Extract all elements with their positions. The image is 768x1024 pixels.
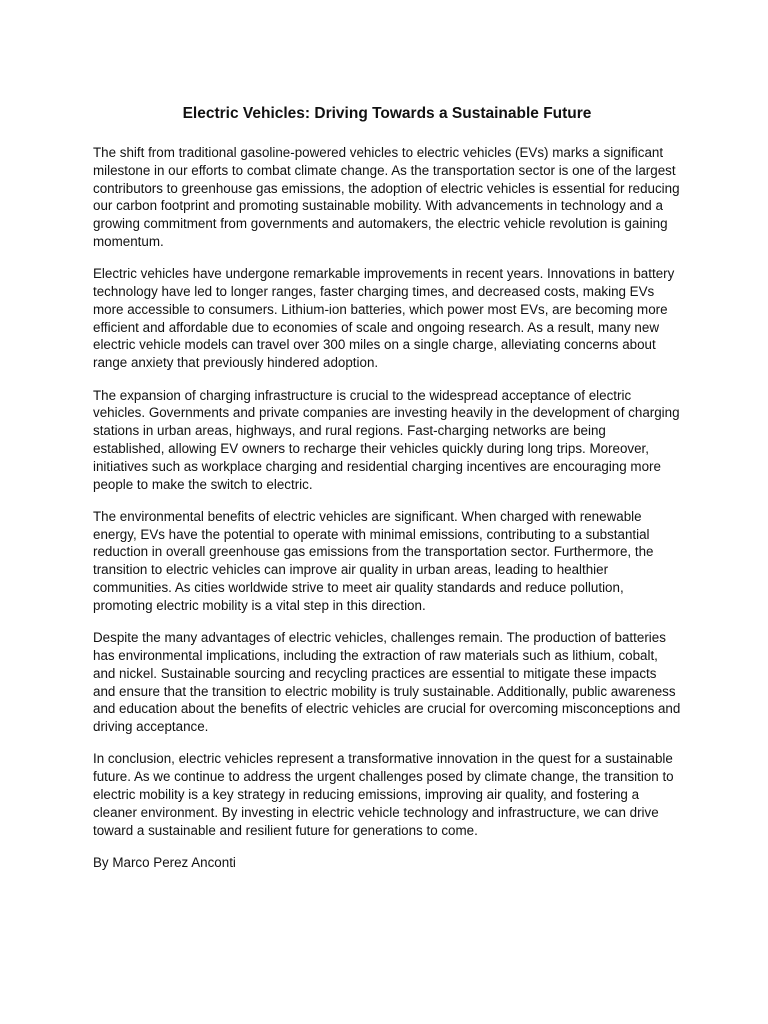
paragraph-conclusion: In conclusion, electric vehicles represent a transformative innovation in the quest for a sustainable future. As we continue to address the urgent challenges posed by climate change, the transition to electric mobility is a key strategy in reducing emissions, improving air quality, and fostering a cleaner environment. By investing in electric vehicle technology and infrastructure, we can drive toward a sustainable and resilient future for generations to come. bbox=[93, 751, 674, 838]
paragraph-charging: The expansion of charging infrastructure is crucial to the widespread acceptance of electric vehicles. Governments and private companies are investing heavily in the development of charging stations in urban areas, highways, and rural regions. Fast-charging networks are being established, allowing EV owners to recharge their vehicles quickly during long trips. Moreover, initiatives such as workplace charging and residential charging incentives are encouraging more people to make the switch to electric. bbox=[93, 387, 680, 492]
document-page bbox=[93, 104, 681, 872]
paragraph-battery: Electric vehicles have undergone remarkable improvements in recent years. Innovations in battery technology have led to longer ranges, faster charging times, and decreased costs, making EVs more accessible to consumers. Lithium-ion batteries, which power most EVs, are becoming more efficient and affordable due to economies of scale and ongoing research. As a result, many new electric vehicle models can travel over 300 miles on a single charge, alleviating concerns about range anxiety that previously hindered adoption. bbox=[93, 266, 675, 371]
paragraph-challenges: Despite the many advantages of electric vehicles, challenges remain. The production of batteries has environmental implications, including the extraction of raw materials such as lithium, cobalt, and nickel. Sustainable sourcing and recycling practices are essential to mitigate these impacts and ensure that the transition to electric mobility is truly sustainable. Additionally, public awareness and education about the benefits of electric vehicles are crucial for overcoming misconceptions and driving acceptance. bbox=[93, 630, 681, 735]
author-byline: By Marco Perez Anconti bbox=[93, 854, 236, 870]
paragraph-intro: The shift from traditional gasoline-powered vehicles to electric vehicles (EVs) marks a significant milestone in our efforts to combat climate change. As the transportation sector is one of the largest contributors to greenhouse gas emissions, the adoption of electric vehicles is essential for reducing our carbon footprint and promoting sustainable mobility. With advancements in technology and a growing commitment from governments and automakers, the electric vehicle revolution is gaining momentum. bbox=[93, 145, 680, 249]
paragraph-environment: The environmental benefits of electric vehicles are significant. When charged with renewable energy, EVs have the potential to operate with minimal emissions, contributing to a substantial reduction in overall greenhouse gas emissions from the transportation sector. Furthermore, the transition to electric vehicles can improve air quality in urban areas, leading to healthier communities. As cities worldwide strive to meet air quality standards and reduce pollution, promoting electric mobility is a vital step in this direction. bbox=[93, 508, 654, 613]
document-title: Electric Vehicles: Driving Towards a Sustainable Future bbox=[182, 105, 592, 122]
